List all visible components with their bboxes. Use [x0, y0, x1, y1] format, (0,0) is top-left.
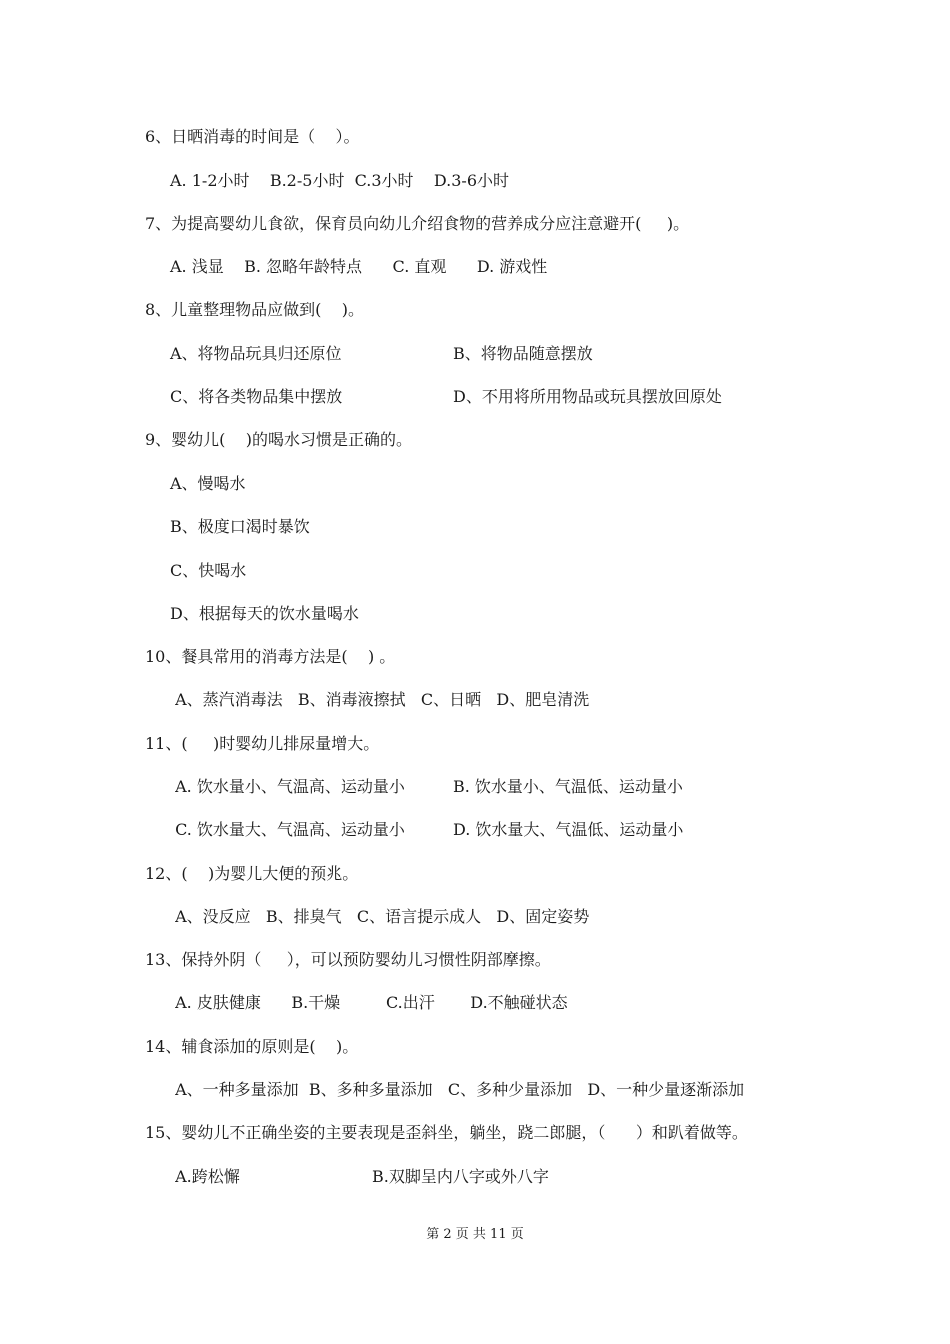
question-8-option-d: D、不用将所用物品或玩具摆放回原处	[453, 387, 722, 406]
question-11-stem: 11、( )时婴幼儿排尿量增大。	[145, 734, 380, 753]
question-9-option-b: B、极度口渴时暴饮	[170, 517, 310, 536]
question-6-stem: 6、日晒消毒的时间是（ ）。	[145, 127, 360, 146]
question-9-option-a: A、慢喝水	[170, 474, 246, 493]
question-6-options: A. 1-2小时 B.2-5小时 C.3小时 D.3-6小时	[170, 171, 510, 190]
question-11-option-c: C. 饮水量大、气温高、运动量小	[170, 820, 405, 839]
question-13-stem: 13、保持外阴（ ），可以预防婴幼儿习惯性阴部摩擦。	[145, 950, 551, 969]
question-8-option-c: C、将各类物品集中摆放	[170, 387, 343, 406]
question-11-option-b: B. 饮水量小、气温低、运动量小	[453, 777, 683, 796]
question-12-options: A、没反应 B、排臭气 C、语言提示成人 D、固定姿势	[170, 907, 590, 926]
question-11-option-a: A. 饮水量小、气温高、运动量小	[170, 777, 405, 796]
question-9-option-c: C、快喝水	[170, 561, 247, 580]
question-14-stem: 14、辅食添加的原则是( )。	[145, 1037, 359, 1056]
question-11-option-d: D. 饮水量大、气温低、运动量小	[453, 820, 684, 839]
question-8-option-a: A、将物品玩具归还原位	[170, 344, 342, 363]
question-9-stem: 9、婴幼儿( )的喝水习惯是正确的。	[145, 430, 413, 449]
question-15-option-a: A.跨松懈	[170, 1167, 240, 1186]
question-9-option-d: D、根据每天的饮水量喝水	[170, 604, 359, 623]
question-14-options: A、一种多量添加 B、多种多量添加 C、多种少量添加 D、一种少量逐渐添加	[170, 1080, 745, 1099]
question-10-options: A、蒸汽消毒法 B、消毒液擦拭 C、日晒 D、肥皂清洗	[170, 690, 590, 709]
question-15-option-b: B.双脚呈内八字或外八字	[372, 1167, 549, 1186]
question-7-stem: 7、为提高婴幼儿食欲，保育员向幼儿介绍食物的营养成分应注意避开( )。	[145, 214, 690, 233]
question-7-options: A. 浅显 B. 忽略年龄特点 C. 直观 D. 游戏性	[170, 257, 548, 276]
page-number-footer: 第 2 页 共 11 页	[426, 1227, 524, 1242]
question-12-stem: 12、( )为婴儿大便的预兆。	[145, 864, 359, 883]
question-8-option-b: B、将物品随意摆放	[453, 344, 593, 363]
question-8-stem: 8、儿童整理物品应做到( )。	[145, 300, 365, 319]
question-15-stem: 15、婴幼儿不正确坐姿的主要表现是歪斜坐，躺坐，跷二郎腿，（ ）和趴着做等。	[145, 1123, 748, 1142]
question-13-options: A. 皮肤健康 B.干燥 C.出汗 D.不触碰状态	[170, 993, 568, 1012]
question-10-stem: 10、餐具常用的消毒方法是( ) 。	[145, 647, 396, 666]
